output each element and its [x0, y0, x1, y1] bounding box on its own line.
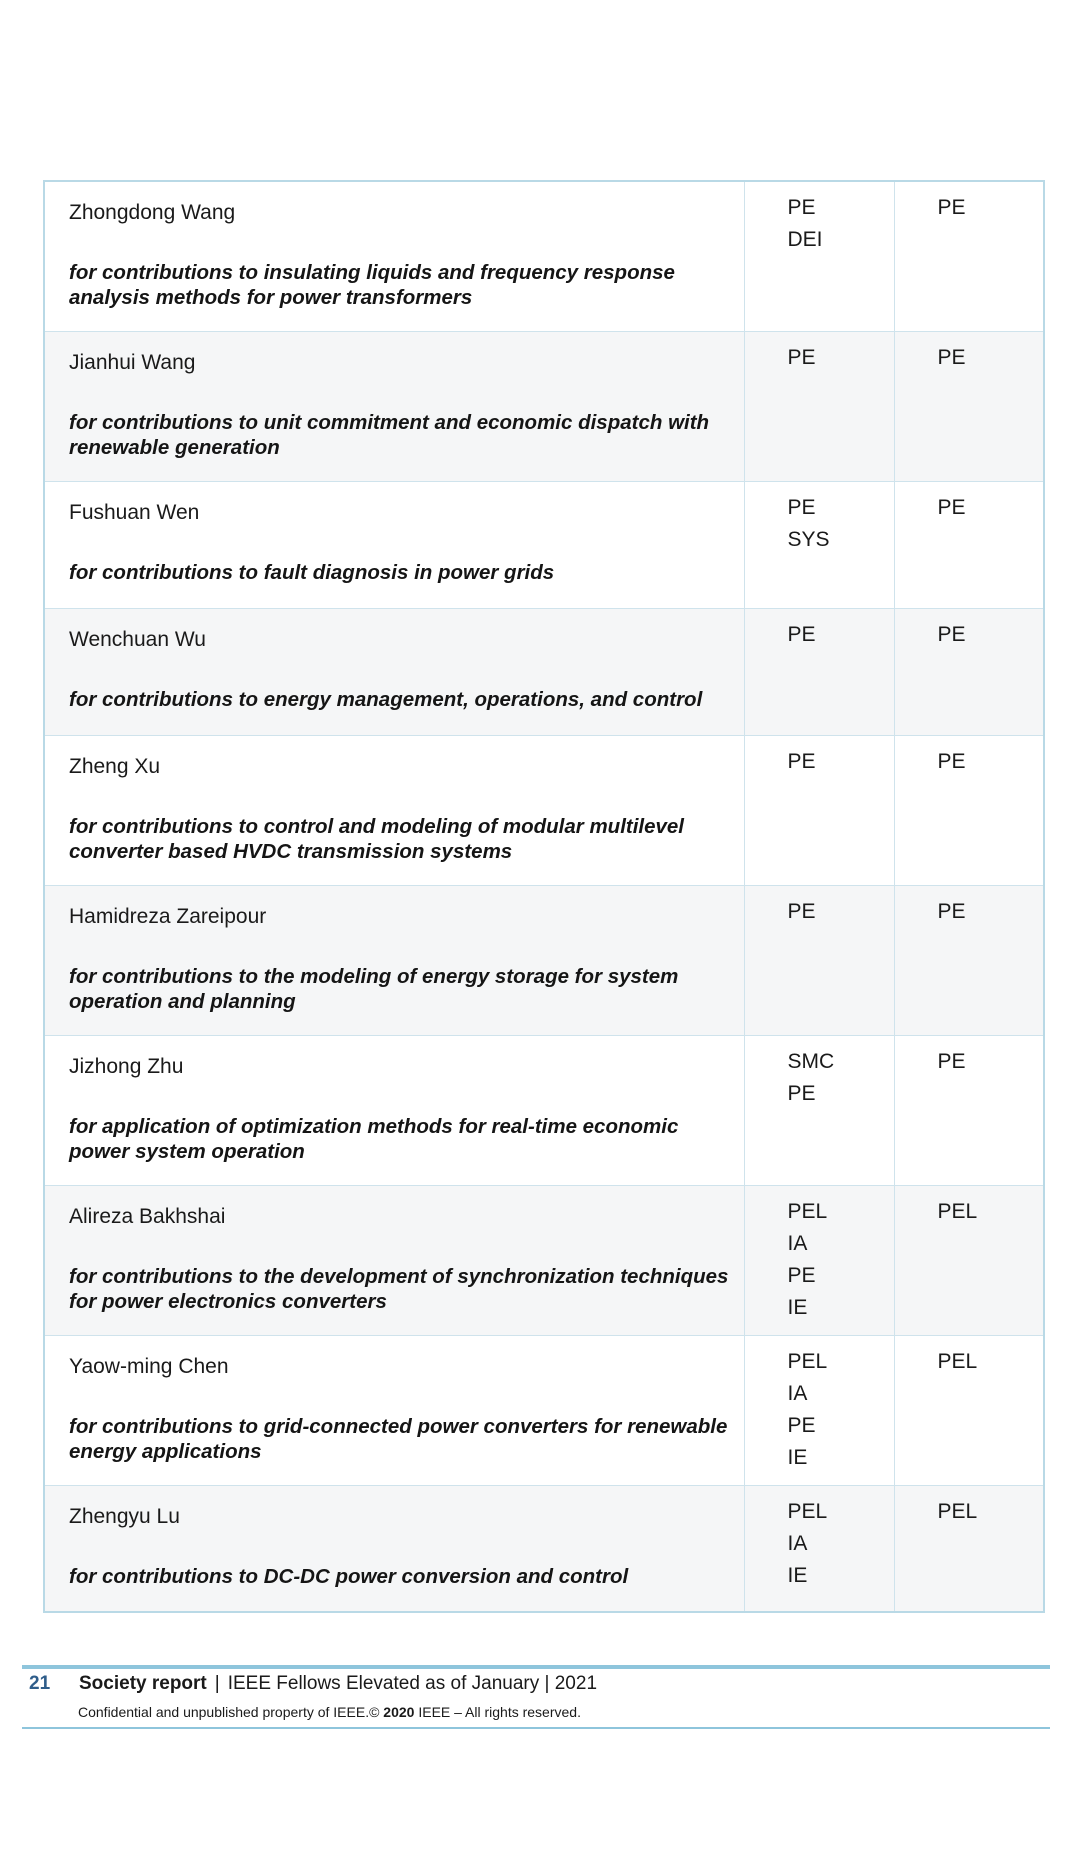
- evaluating-society-code: PEL: [937, 1349, 978, 1373]
- society-cell: [744, 735, 894, 885]
- fellow-name-cell: [44, 1035, 744, 1185]
- legal-prefix: Confidential and unpublished property of IEEE.©: [78, 1704, 384, 1720]
- society-code: PE: [787, 1413, 816, 1437]
- fellow-citation: for contributions to insulating liquids and frequency response analysis methods for power transformers: [69, 261, 675, 309]
- society-code: IA: [787, 1531, 808, 1555]
- evaluating-society-code: PE: [937, 345, 966, 369]
- evaluating-society-cell: [894, 1185, 1044, 1335]
- fellow-row: [44, 181, 1044, 331]
- evaluating-society-code: PE: [937, 1049, 966, 1073]
- evaluating-society-code: PE: [937, 495, 966, 519]
- fellow-name-cell: [44, 181, 744, 331]
- fellow-name: Fushuan Wen: [69, 500, 200, 524]
- fellow-name-cell: [44, 735, 744, 885]
- fellow-row: [44, 331, 1044, 481]
- society-code: PEL: [787, 1499, 828, 1523]
- society-cell: [744, 481, 894, 608]
- fellow-row: [44, 1035, 1044, 1185]
- fellow-citation: for contributions to unit commitment and economic dispatch with renewable generation: [69, 410, 710, 459]
- society-cell: [744, 1185, 894, 1335]
- fellow-name: Alireza Bakhshai: [69, 1204, 226, 1228]
- fellow-row: [44, 1485, 1044, 1612]
- evaluating-society-cell: [894, 1485, 1044, 1612]
- society-code: PE: [787, 495, 816, 519]
- fellow-citation: for contributions to fault diagnosis in power grids: [69, 560, 555, 584]
- society-code: PEL: [787, 1349, 828, 1373]
- society-cell: [744, 1035, 894, 1185]
- society-code: PE: [787, 196, 816, 219]
- fellow-name-cell: [44, 885, 744, 1035]
- fellow-name: Jizhong Zhu: [69, 1054, 184, 1078]
- society-code: PE: [787, 345, 816, 369]
- footer-legal-notice: [78, 1704, 581, 1720]
- society-cell: [744, 331, 894, 481]
- legal-year: 2020: [383, 1704, 415, 1720]
- society-code: PE: [787, 749, 816, 773]
- fellow-name-cell: [44, 1185, 744, 1335]
- legal-suffix: IEEE – All rights reserved.: [414, 1704, 581, 1720]
- page-number: 21: [29, 1673, 51, 1694]
- society-code: IA: [787, 1231, 808, 1255]
- society-code: SYS: [787, 527, 830, 551]
- fellow-name: Zhongdong Wang: [69, 201, 236, 224]
- fellow-name: Zheng Xu: [69, 754, 161, 778]
- evaluating-society-cell: [894, 1335, 1044, 1485]
- fellow-name-cell: [44, 481, 744, 608]
- evaluating-society-cell: [894, 885, 1044, 1035]
- fellow-row: [44, 885, 1044, 1035]
- fellow-citation: for application of optimization methods for real-time economic power system operation: [69, 1114, 679, 1163]
- society-cell: [744, 181, 894, 331]
- society-code: PE: [787, 1263, 816, 1287]
- society-code: PE: [787, 622, 816, 646]
- fellow-citation: for contributions to the modeling of energy storage for system operation and planning: [69, 964, 679, 1013]
- fellow-row: [44, 735, 1044, 885]
- evaluating-society-code: PE: [937, 622, 966, 646]
- fellow-name: Wenchuan Wu: [69, 627, 206, 651]
- evaluating-society-cell: [894, 608, 1044, 735]
- society-code: PEL: [787, 1199, 828, 1223]
- fellow-row: [44, 608, 1044, 735]
- society-cell: [744, 1335, 894, 1485]
- evaluating-society-cell: [894, 331, 1044, 481]
- footer-separator: |: [214, 1673, 220, 1694]
- evaluating-society-code: PE: [937, 749, 966, 773]
- society-code: SMC: [787, 1049, 835, 1073]
- evaluating-society-cell: [894, 181, 1044, 331]
- fellow-row: [44, 1185, 1044, 1335]
- fellow-name: Yaow-ming Chen: [69, 1354, 229, 1378]
- fellow-name: Hamidreza Zareipour: [69, 904, 267, 928]
- fellow-name: Zhengyu Lu: [69, 1504, 180, 1528]
- fellow-citation: for contributions to energy management, operations, and control: [69, 687, 703, 711]
- report-label: Society report: [79, 1673, 207, 1694]
- fellow-citation: for contributions to control and modeling of modular multilevel converter based HVDC transmission systems: [69, 814, 684, 863]
- footer-title: [79, 1673, 597, 1695]
- society-code: PE: [787, 899, 816, 923]
- fellow-name: Jianhui Wang: [69, 350, 196, 374]
- evaluating-society-code: PEL: [937, 1499, 978, 1523]
- evaluating-society-code: PE: [937, 899, 966, 923]
- fellow-row: [44, 481, 1044, 608]
- fellow-citation: for contributions to DC-DC power conversion and control: [69, 1564, 629, 1588]
- report-title: IEEE Fellows Elevated as of January | 2021: [227, 1673, 598, 1694]
- evaluating-society-code: PEL: [937, 1199, 978, 1223]
- footer-top-rule: [22, 1665, 1050, 1669]
- society-cell: [744, 885, 894, 1035]
- fellow-name-cell: [44, 331, 744, 481]
- fellow-citation: for contributions to the development of synchronization techniques for power electronics converters: [69, 1264, 729, 1313]
- fellow-name-cell: [44, 1335, 744, 1485]
- society-code: IE: [787, 1295, 808, 1319]
- society-code: DEI: [787, 228, 823, 251]
- society-code: IA: [787, 1381, 808, 1405]
- evaluating-society-cell: [894, 735, 1044, 885]
- society-cell: [744, 1485, 894, 1612]
- footer-bottom-rule: [22, 1727, 1050, 1729]
- fellows-table: [43, 180, 1045, 1613]
- evaluating-society-cell: [894, 1035, 1044, 1185]
- fellow-name-cell: [44, 608, 744, 735]
- society-cell: [744, 608, 894, 735]
- fellow-name-cell: [44, 1485, 744, 1612]
- evaluating-society-code: PE: [937, 196, 966, 219]
- evaluating-society-cell: [894, 481, 1044, 608]
- fellows-table-body: [44, 181, 1044, 1612]
- fellow-row: [44, 1335, 1044, 1485]
- fellow-citation: for contributions to grid-connected power converters for renewable energy applications: [69, 1414, 728, 1463]
- society-code: IE: [787, 1563, 808, 1587]
- society-code: PE: [787, 1081, 816, 1105]
- society-code: IE: [787, 1445, 808, 1469]
